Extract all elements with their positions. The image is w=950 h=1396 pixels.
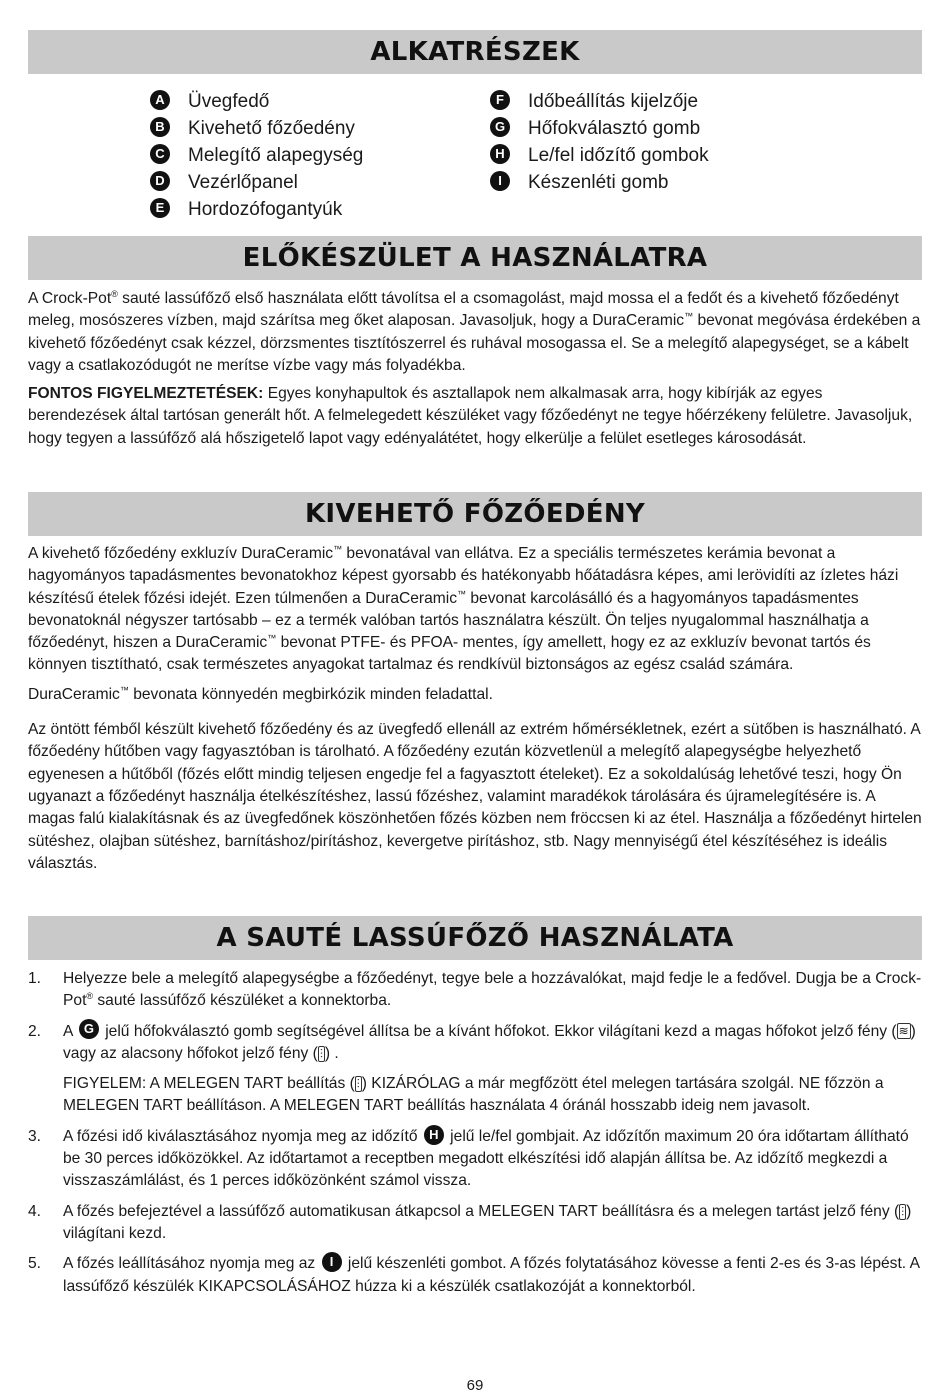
trademark-mark: ™ (684, 311, 694, 322)
text-run: A (63, 1022, 77, 1040)
text-run: A Crock-Pot (28, 290, 112, 307)
text-run: jelű készenléti gombot. A főzés folytatásához kövesse a fenti 2-es és 3-as lépést. A lassúfőző készülék KIKAPCSOLÁSÁHOZ húzza ki a készülék csatlakozóját a konnektorból. (63, 1255, 920, 1295)
step-item (28, 1201, 922, 1246)
part-item (490, 142, 709, 169)
control-letter-badge: G (79, 1019, 99, 1039)
part-letter-badge: C (150, 144, 170, 164)
text-run: ) . (324, 1044, 339, 1062)
page-number: 69 (466, 1377, 484, 1394)
high-heat-icon: ≋ (898, 1024, 909, 1039)
step-item (28, 1126, 922, 1193)
text-run: bevonatával van ellátva. Ez a speciális természetes kerámia bevonat a hagyományos tapadásmentes bevonatokhoz képest gyorsabb és hatékonyabb hőátadásra képes, ami lerövidíti az ízletes házi készítésű ételek főzési idejét. Ezen túlmenően a DuraCeramic (28, 545, 899, 607)
text-run: FIGYELEM: A MELEGEN TART beállítás ( (63, 1075, 355, 1093)
prep-paragraph (28, 288, 922, 377)
text-run: bevonat PTFE- és PFOA- mentes, így amellett, hogy ez az exkluzív bevonat tartós és könnyen tisztítható, csak természetes anyagokat tartalmaz és rendkívül biztonságos az egész család számára. (28, 634, 871, 674)
trademark-mark: ™ (333, 543, 343, 554)
section-heading-use: A SAUTÉ LASSÚFŐZŐ HASZNÁLATA (28, 916, 922, 960)
part-item (150, 169, 363, 196)
part-letter-badge: E (150, 198, 170, 218)
text-run: Egyes konyhapultok és asztallapok nem alkalmasak arra, hogy kibírják az egyes berendezések által tartósan generált hőt. A felmelegedett készüléket vagy főzőedényt ne tegye hőérzékeny felületre. Javasoljuk, hogy tegyen a lassúfőző alá hőszigetelő lapot vagy edényalátétet, hogy elkerülje a felület esetleges károsodását. (28, 385, 913, 447)
part-label: Időbeállítás kijelzője (528, 91, 699, 112)
part-item (490, 169, 709, 196)
part-item (150, 196, 363, 223)
part-label: Vezérlőpanel (188, 172, 298, 193)
text-run: A kivehető főzőedény exkluzív DuraCeramic (28, 545, 334, 562)
low-heat-icon: ⫶ (319, 1046, 323, 1061)
part-label: Melegítő alapegység (188, 145, 364, 166)
trademark-mark: ™ (457, 588, 467, 599)
text-run: bevonata könnyedén megbirkózik minden feladattal. (128, 685, 493, 703)
control-letter-badge: I (322, 1252, 342, 1272)
part-label: Kivehető főzőedény (188, 118, 355, 139)
part-label: Üvegfedő (188, 91, 270, 112)
registered-mark: ® (111, 288, 118, 299)
text-run: ) vagy az alacsony hőfokot jelző fény ( (63, 1022, 916, 1062)
trademark-mark: ™ (119, 684, 129, 695)
part-label: Készenléti gomb (528, 172, 669, 193)
part-letter-badge: I (490, 171, 510, 191)
step-number: 1. (28, 970, 42, 987)
step-number: 4. (28, 1202, 42, 1220)
part-item (490, 115, 709, 142)
step-item (28, 1021, 922, 1118)
text-run: DuraCeramic (28, 685, 120, 703)
pot-paragraph-1 (28, 543, 922, 677)
part-letter-badge: D (150, 171, 170, 191)
pot-text (28, 543, 922, 875)
keep-warm-icon: ⫶ (356, 1077, 360, 1092)
keep-warm-icon: ⫶ (901, 1204, 905, 1219)
step-item (28, 968, 922, 1013)
text-run: sauté lassúfőző első használata előtt távolítsa el a csomagolást, majd mossa el a fedőt és a kivehető főzőedényt meleg, mosószeres vízben, majd szárítsa meg őket alaposan. Javasoljuk, hogy a DuraCeramic (28, 290, 899, 330)
trademark-mark: ™ (267, 633, 277, 643)
part-letter-badge: H (490, 144, 510, 164)
section-heading-prep: ELŐKÉSZÜLET A HASZNÁLATRA (28, 236, 922, 280)
text-run: A főzés leállításához nyomja meg az (63, 1255, 320, 1273)
warning-paragraph (28, 383, 922, 450)
text-run: jelű hőfokválasztó gomb segítségével állítsa be a kívánt hőfokot. Ekkor világítani kezd a magas hőfokot jelző fény ( (100, 1022, 897, 1040)
pot-paragraph-2 (28, 684, 922, 706)
step-number: 3. (28, 1127, 42, 1145)
warning-label: FONTOS FIGYELMEZTETÉSEK: (28, 385, 264, 403)
part-label: Hőfokválasztó gomb (528, 118, 701, 139)
usage-steps (28, 968, 922, 1306)
text-run: A főzés befejeztével a lassúfőző automatikusan átkapcsol a MELEGEN TART beállításra és a melegen tartást jelző fény ( (63, 1202, 900, 1220)
part-item (150, 115, 363, 142)
part-label: Le/fel időzítő gombok (528, 145, 709, 166)
prep-text (28, 288, 922, 450)
text-run: A főzési idő kiválasztásához nyomja meg az időzítő (63, 1127, 422, 1145)
part-item (150, 88, 363, 115)
control-letter-badge: H (424, 1125, 444, 1145)
part-letter-badge: F (490, 90, 510, 110)
text-run: bevonat karcolásálló és a hagyományos tapadásmentes bevonatoknál négyszer tartósabb – ez a termék valóban tartós használatra készült. Ön teljes nyugalommal használhatja a főzőedényt, hiszen a DuraCeramic (28, 589, 869, 652)
pot-paragraph-3: Az öntött fémből készült kivehető főzőedény és az üvegfedő ellenáll az extrém hőmérsékletnek, ezért a sütőben is használható. A főzőedény hűtőben vagy fagyasztóban is tárolható. A főzőedény ezután közvetlenül a melegítő alapegységbe helyezhető egyenesen a hűtőből (főzés előtt mindig teljesen engedje fel a fagyasztott ételeket). Ez a sokoldalúság lehetővé teszi, hogy Ön ugyanazt a főzőedényt használja ételkészítéshez, lassú főzéshez, valamint maradékok tárolására és újramelegítésére is. A magas falú kialakításnak és az üvegfedőnek köszönhetően főzés közben nem fröccsen ki az étel. Használja a főzőedényt hirtelen sütéshez, olajban sütéshez, barnításhoz/pirításhoz, kevergetve pirításhoz, stb. Nagy mennyiségű étel készítéséhez is ideális választás. (28, 721, 922, 872)
parts-list-left (150, 88, 363, 223)
step-item (28, 1253, 922, 1298)
text-run: jelű le/fel gombjait. Az időzítőn maximum 20 óra időtartam állítható be 30 perces időközökkel. Az időtartamot a receptben megadott elkészítési idő alapján állítsa be. Az időzítő megkezdi a visszaszámlálást, és 1 perces időközönként számol vissza. (63, 1127, 909, 1190)
step-number: 5. (28, 1255, 42, 1273)
part-letter-badge: A (150, 90, 170, 110)
text-run: ) világítani kezd. (63, 1202, 912, 1242)
section-heading-parts: ALKATRÉSZEK (28, 30, 922, 74)
text-run: bevonat megóvása érdekében a kivehető főzőedényt csak kézzel, dörzsmentes tisztítószerrel és ruhával mosogassa el. Se a melegítő alapegységet, se a kábelt vagy a csatlakozódugót ne merítse vízbe vagy más folyadékba. (28, 312, 921, 374)
parts-list-right (490, 88, 709, 196)
registered-mark: ® (86, 991, 94, 1002)
section-heading-pot: KIVEHETŐ FŐZŐEDÉNY (28, 492, 922, 536)
part-item (150, 142, 363, 169)
step-note (63, 1073, 922, 1118)
step-number: 2. (28, 1022, 42, 1040)
text-run: ) KIZÁRÓLAG a már megfőzött étel melegen tartására szolgál. NE főzzön a MELEGEN TART beállításon. A MELEGEN TART beállítás használata 4 óránál hosszabb ideig nem javasolt. (63, 1075, 884, 1115)
part-letter-badge: B (150, 117, 170, 137)
part-label: Hordozófogantyúk (188, 199, 343, 220)
part-item (490, 88, 709, 115)
text-run: sauté lassúfőző készüléket a konnektorba. (93, 992, 392, 1010)
text-run: Helyezze bele a melegítő alapegységbe a főzőedényt, tegye bele a hozzávalókat, majd fedje le a fedővel. Dugja be a Crock-Pot (63, 970, 922, 1010)
part-letter-badge: G (490, 117, 510, 137)
